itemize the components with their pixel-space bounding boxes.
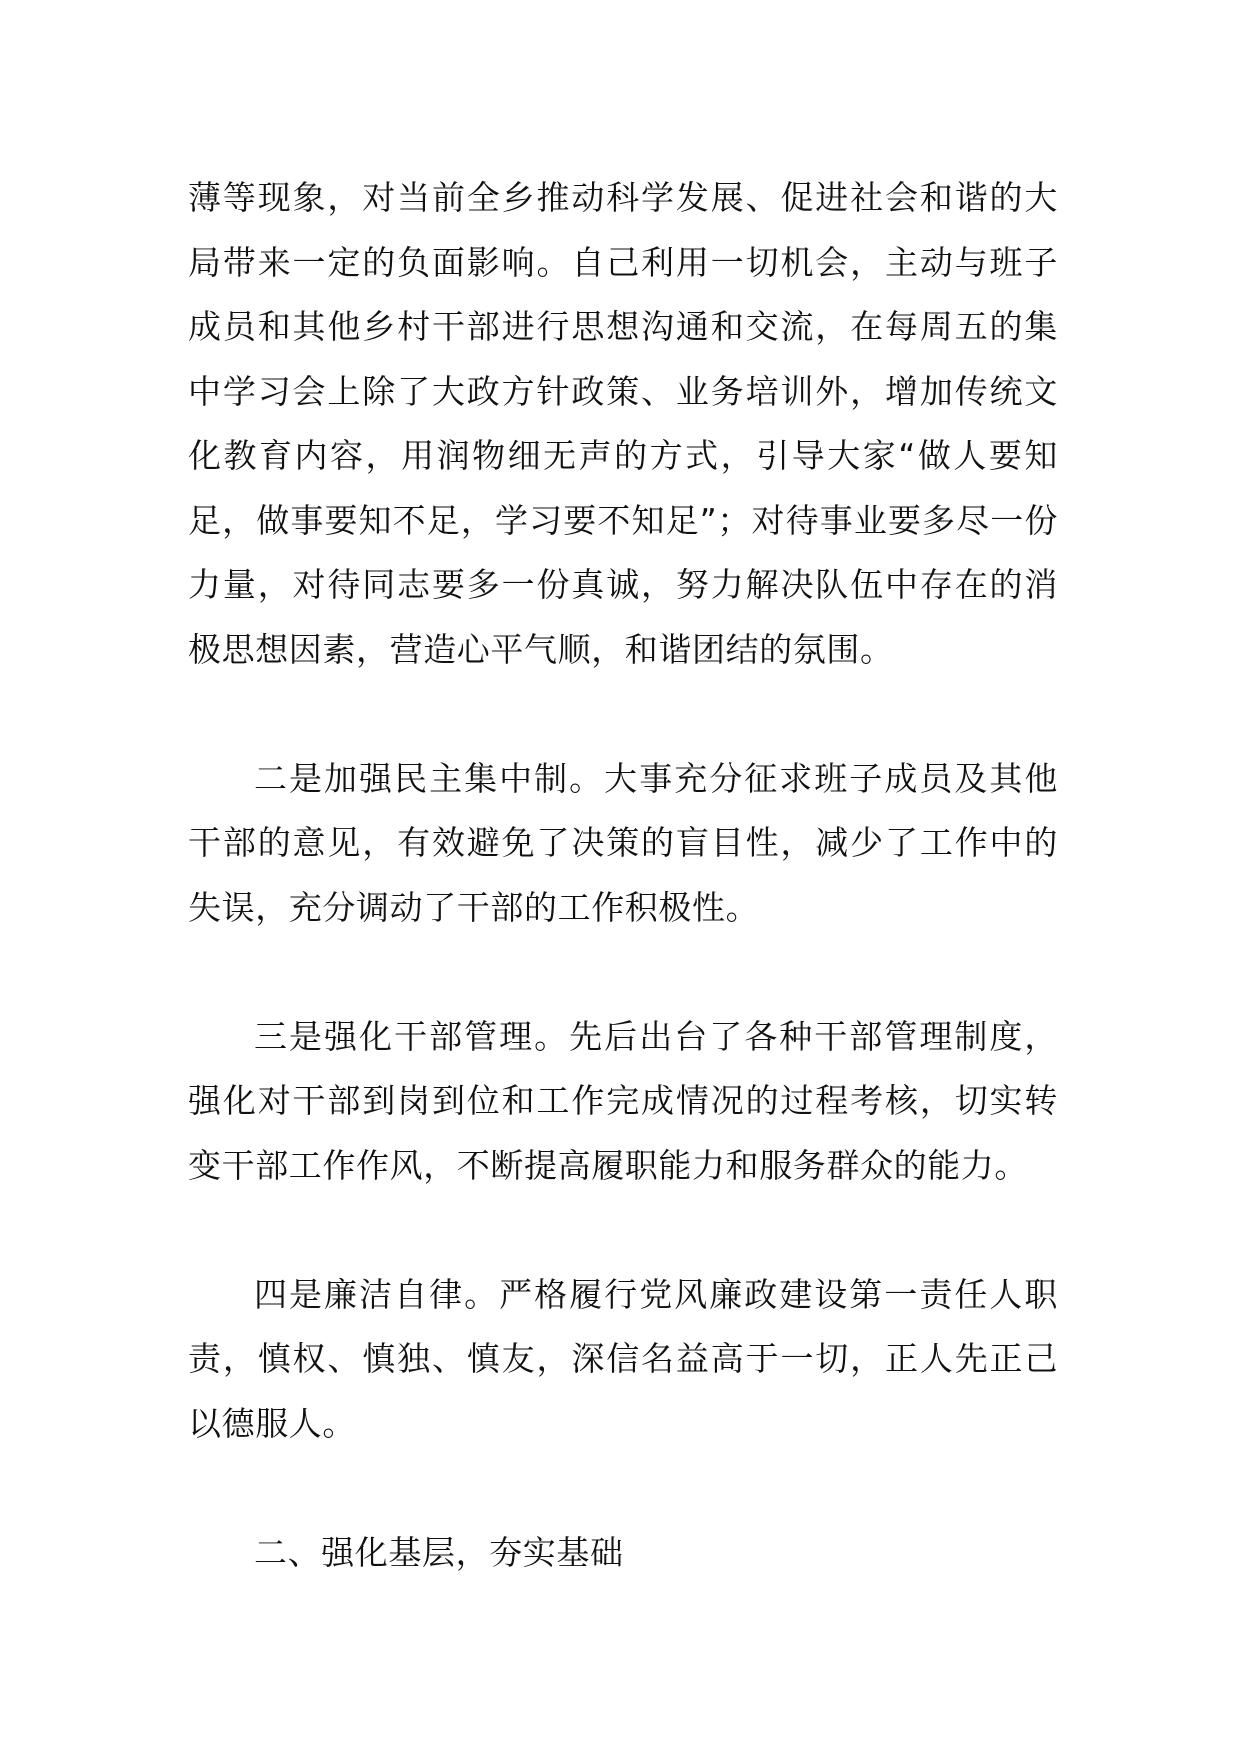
section-heading: 二、强化基层，夯实基础 [254,1532,624,1572]
paragraph-integrity: 四是廉洁自律。严格履行党风廉政建设第一责任人职责，慎权、慎独、慎友，深信名益高于一切，正人先正己以德服人。 [188,1274,1058,1443]
paragraph-democratic-centralism: 二是加强民主集中制。大事充分征求班子成员及其他干部的意见，有效避免了决策的盲目性，减少了工作中的失误，充分调动了干部的工作积极性。 [188,758,1058,927]
paragraph-continuation: 薄等现象，对当前全乡推动科学发展、促进社会和谐的大局带来一定的负面影响。自己利用一切机会，主动与班子成员和其他乡村干部进行思想沟通和交流，在每周五的集中学习会上除了大政方针政策、业务培训外，增加传统文化教育内容，用润物细无声的方式，引导大家“做人要知足，做事要知不足，学习要不知足”；对待事业要多尽一份力量，对待同志要多一份真诚，努力解决队伍中存在的消极思想因素，营造心平气顺，和谐团结的氛围。 [188,178,1058,669]
document-body [188,166,1058,1585]
paragraph-cadre-management: 三是强化干部管理。先后出台了各种干部管理制度，强化对干部到岗到位和工作完成情况的过程考核，切实转变干部工作作风，不断提高履职能力和服务群众的能力。 [188,1016,1058,1185]
